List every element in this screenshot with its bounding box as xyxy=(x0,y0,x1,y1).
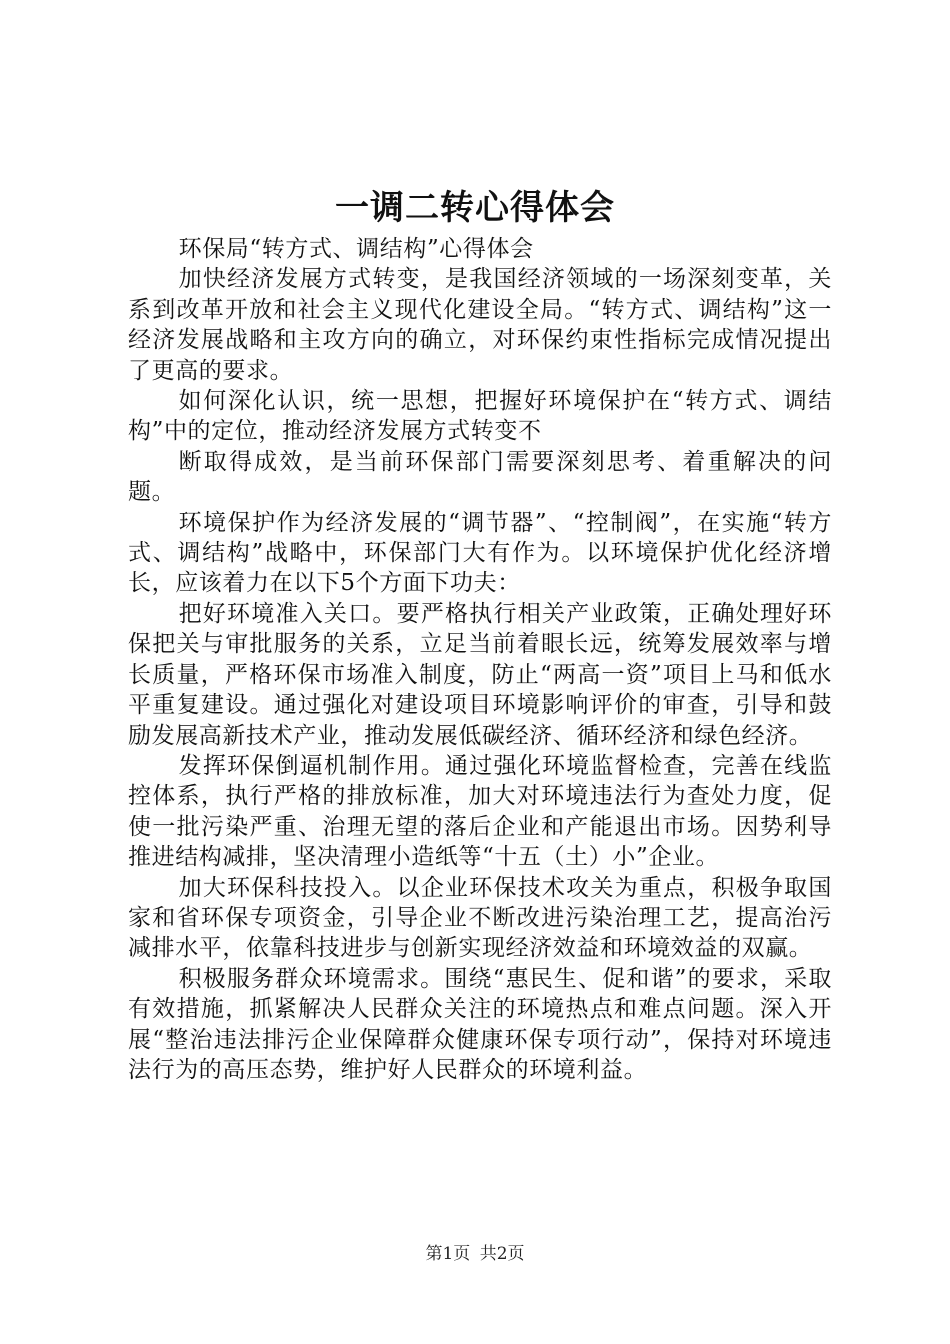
document-body xyxy=(128,234,832,1085)
page-title: 一调二转心得体会 xyxy=(335,188,615,228)
paragraph-question-part-1: 如何深化认识，统一思想，把握好环境保护在“转方式、调结构”中的定位，推动经济发展方式转变不 xyxy=(128,388,832,445)
paragraph-service: 积极服务群众环境需求。围绕“惠民生、促和谐”的要求，采取有效措施，抓紧解决人民群众关注的环境热点和难点问题。深入开展“整治违法排污企业保障群众健康环保专项行动”，保持对环境违法行为的高压态势，维护好人民群众的环境利益。 xyxy=(128,965,832,1083)
paragraph-question-part-2: 断取得成效，是当前环保部门需要深刻思考、着重解决的问题。 xyxy=(128,448,832,506)
paragraph-technology: 加大环保科技投入。以企业环保技术攻关为重点，积极争取国家和省环保专项资金，引导企业不断改进污染治理工艺，提高治污减排水平，依靠科技进步与创新实现经济效益和环境效益的双赢。 xyxy=(128,874,832,962)
paragraph-intro: 加快经济发展方式转变，是我国经济领域的一场深刻变革，关系到改革开放和社会主义现代化建设全局。“转方式、调结构”这一经济发展战略和主攻方向的确立，对环保约束性指标完成情况提出了更高的要求。 xyxy=(128,266,832,384)
document-subtitle: 环保局“转方式、调结构”心得体会 xyxy=(178,236,534,262)
paragraph-mechanism: 发挥环保倒逼机制作用。通过强化环境监督检查，完善在线监控体系，执行严格的排放标准，加大对环境违法行为查处力度，促使一批污染严重、治理无望的落后企业和产能退出市场。因势利导推进结构减排，坚决清理小造纸等“十五（土）小”企业。 xyxy=(128,752,832,871)
paragraph-access: 把好环境准入关口。要严格执行相关产业政策，正确处理好环保把关与审批服务的关系，立足当前着眼长远，统筹发展效率与增长质量，严格环保市场准入制度，防止“两高一资”项目上马和低水平重复建设。通过强化对建设项目环境影响评价的审查，引导和鼓励发展高新技术产业，推动发展低碳经济、循环经济和绿色经济。 xyxy=(128,600,832,749)
page-total: 共2页 xyxy=(479,1244,525,1264)
page-number: 第1页 xyxy=(425,1244,471,1264)
page-footer xyxy=(0,1242,950,1266)
paragraph-role: 环境保护作为经济发展的“调节器”、“控制阀”，在实施“转方式、调结构”战略中，环保部门大有作为。以环境保护优化经济增长，应该着力在以下5个方面下功夫： xyxy=(128,509,832,597)
